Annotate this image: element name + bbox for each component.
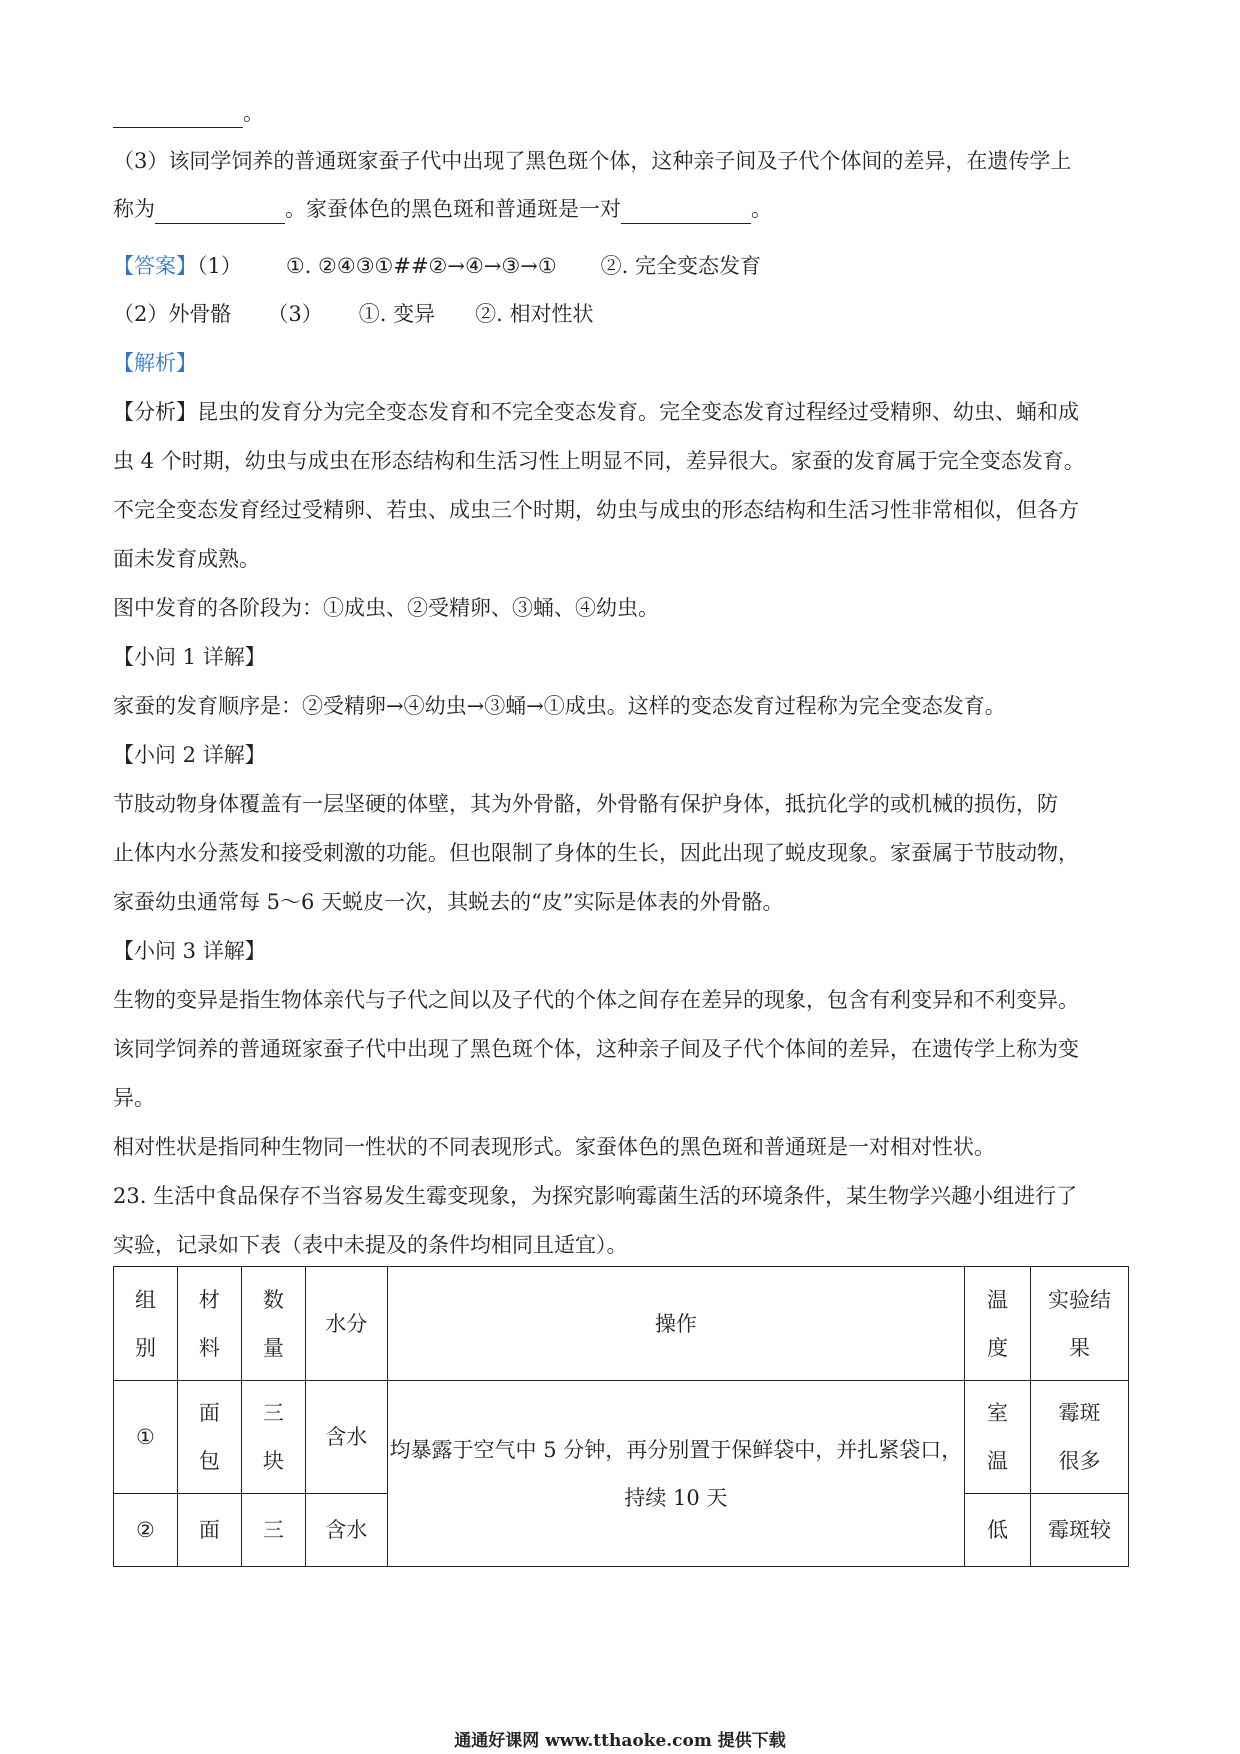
answer-tag: 【答案】 — [113, 254, 197, 278]
sub-question-2-title: 【小问 2 详解】 — [113, 743, 266, 767]
analysis-line-1: 【分析】昆虫的发育分为完全变态发育和不完全变态发育。完全变态发育过程经过受精卵、幼虫、蛹和成 — [113, 400, 1079, 424]
page-footer: 通通好课网 www.tthaoke.com 提供下载 — [454, 1731, 786, 1751]
table-header-row — [114, 1267, 1129, 1381]
analysis-line-3: 不完全变态发育经过受精卵、若虫、成虫三个时期，幼虫与成虫的形态结构和生活习性非常相似，但各方 — [113, 498, 1079, 522]
sub-question-3-line-2: 该同学饲养的普通斑家蚕子代中出现了黑色斑个体，这种亲子间及子代个体间的差异，在遗传学上称为变 — [113, 1037, 1079, 1061]
answer-3-b: ②. 相对性状 — [475, 302, 594, 326]
cell-water: 含水 — [305, 1494, 387, 1567]
answer-blank — [621, 201, 751, 224]
question-3-line-2 — [113, 194, 1123, 224]
cell-result: 霉斑较 — [1030, 1494, 1128, 1567]
header-temp: 温度 — [965, 1267, 1031, 1381]
cell-material: 面 — [177, 1494, 241, 1567]
answer-blank — [113, 105, 243, 128]
sub-question-2-line-1: 节肢动物身体覆盖有一层坚硬的体壁，其为外骨骼，外骨骼有保护身体，抵抗化学的或机械的损伤，防 — [113, 792, 1058, 816]
answer-1-a: ①. ②④③①##②→④→③→① — [285, 254, 557, 278]
answer-line-2 — [113, 299, 1123, 329]
sub-question-3-line-1: 生物的变异是指生物体亲代与子代之间以及子代的个体之间存在差异的现象，包含有利变异和不利变异。 — [113, 988, 1079, 1012]
answer-blank — [155, 201, 285, 224]
q3-text-b: 。家蚕体色的黑色斑和普通斑是一对 — [285, 197, 621, 221]
question-23-line-2: 实验，记录如下表（表中未提及的条件均相同且适宜）。 — [113, 1233, 628, 1257]
cell-temp: 低 — [965, 1494, 1031, 1567]
q3-text-a: 称为 — [113, 197, 155, 221]
analysis-tag: 【解析】 — [113, 351, 197, 375]
header-water: 水分 — [305, 1267, 387, 1381]
cell-group: ① — [114, 1381, 178, 1494]
cell-water: 含水 — [305, 1381, 387, 1494]
sub-question-3-line-4: 相对性状是指同种生物同一性状的不同表现形式。家蚕体色的黑色斑和普通斑是一对相对性状。 — [113, 1135, 995, 1159]
cell-count: 三块 — [241, 1381, 305, 1494]
sub-question-3-line-3: 异。 — [113, 1086, 155, 1110]
answer-line-1 — [113, 251, 1123, 281]
question-3-line-1: （3）该同学饲养的普通斑家蚕子代中出现了黑色斑个体，这种亲子间及子代个体间的差异，在遗传学上 — [113, 149, 1072, 173]
header-material: 材料 — [177, 1267, 241, 1381]
header-group: 组别 — [114, 1267, 178, 1381]
analysis-line-5: 图中发育的各阶段为：①成虫、②受精卵、③蛹、④幼虫。 — [113, 596, 659, 620]
sub-question-3-title: 【小问 3 详解】 — [113, 939, 266, 963]
answer-part-3: （3） — [267, 302, 323, 326]
header-count: 数量 — [241, 1267, 305, 1381]
q3-text-c: 。 — [751, 197, 772, 221]
analysis-line-4: 面未发育成熟。 — [113, 547, 260, 571]
prev-answer-line — [113, 98, 1123, 128]
sub-question-1-title: 【小问 1 详解】 — [113, 645, 266, 669]
header-operation: 操作 — [387, 1267, 964, 1381]
sub-question-2-line-3: 家蚕幼虫通常每 5～6 天蜕皮一次，其蜕去的“皮”实际是体表的外骨骼。 — [113, 890, 784, 914]
table-row — [114, 1381, 1129, 1494]
experiment-table — [113, 1266, 1129, 1567]
cell-material: 面包 — [177, 1381, 241, 1494]
sub-question-2-line-2: 止体内水分蒸发和接受刺激的功能。但也限制了身体的生长，因此出现了蜕皮现象。家蚕属于节肢动物， — [113, 841, 1079, 865]
cell-temp: 室温 — [965, 1381, 1031, 1494]
answer-part-2: （2）外骨骼 — [113, 302, 232, 326]
answer-part-1: （1） — [197, 254, 242, 278]
cell-count: 三 — [241, 1494, 305, 1567]
question-23-line-1: 23. 生活中食品保存不当容易发生霉变现象，为探究影响霉菌生活的环境条件，某生物学兴趣小组进行了 — [113, 1184, 1078, 1208]
header-result: 实验结果 — [1030, 1267, 1128, 1381]
answer-1-b: ②. 完全变态发育 — [600, 254, 761, 278]
answer-3-a: ①. 变异 — [358, 302, 436, 326]
cell-operation: 均暴露于空气中 5 分钟，再分别置于保鲜袋中，并扎紧袋口，持续 10 天 — [387, 1381, 964, 1567]
blank-suffix: 。 — [243, 101, 264, 125]
analysis-line-2: 虫 4 个时期，幼虫与成虫在形态结构和生活习性上明显不同，差异很大。家蚕的发育属于完全变态发育。 — [113, 449, 1085, 473]
cell-result: 霉斑很多 — [1030, 1381, 1128, 1494]
cell-group: ② — [114, 1494, 178, 1567]
sub-question-1-line-1: 家蚕的发育顺序是：②受精卵→④幼虫→③蛹→①成虫。这样的变态发育过程称为完全变态发育。 — [113, 694, 1006, 718]
